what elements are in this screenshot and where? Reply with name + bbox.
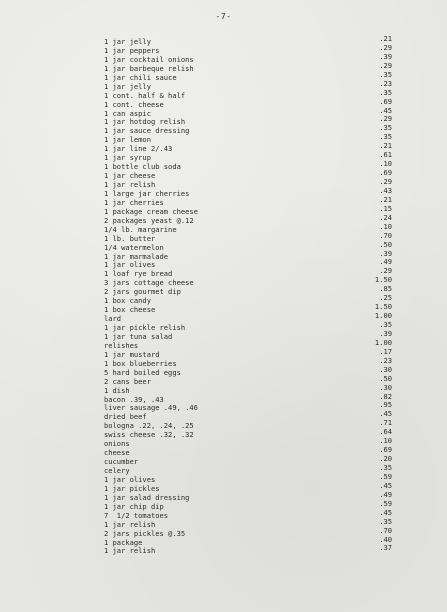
item-description: dried beef <box>104 412 147 422</box>
item-price: .29 <box>379 114 392 124</box>
item-description: 1 jar cherries <box>104 197 164 207</box>
item-description: bacon .39, .43 <box>104 394 164 404</box>
list-item <box>104 391 392 404</box>
item-description: 1 jar mustard <box>104 349 160 359</box>
item-description: 1 jar jelly <box>104 37 151 46</box>
item-price: .35 <box>379 132 392 142</box>
item-price: .39 <box>379 328 392 338</box>
item-description: 1 package cream cheese <box>104 206 198 216</box>
list-item <box>104 185 392 198</box>
item-price: .29 <box>379 60 392 70</box>
list-item <box>104 445 392 458</box>
item-description: 1 jar jelly <box>104 81 151 91</box>
list-item <box>104 87 392 100</box>
list-item <box>104 266 392 279</box>
list-item <box>104 471 392 484</box>
item-price: .40 <box>379 534 392 544</box>
item-price: .61 <box>379 150 392 160</box>
item-description: 1 jar barbeque relish <box>104 63 194 73</box>
item-price: .50 <box>379 373 392 383</box>
item-description: bologna .22, .24, .25 <box>104 421 194 431</box>
item-description: 1 jar hotdog relish <box>104 117 186 127</box>
page-number: -7- <box>215 12 232 21</box>
list-item <box>104 159 392 172</box>
list-item <box>104 96 392 109</box>
item-description: 1 lb. butter <box>104 233 156 243</box>
list-item <box>104 34 392 46</box>
list-item <box>104 409 392 422</box>
item-price: .30 <box>379 382 392 392</box>
item-description: 2 jars gourmet dip <box>104 287 181 297</box>
list-item <box>104 454 392 467</box>
item-price: .45 <box>379 409 392 419</box>
item-price: .85 <box>379 284 392 294</box>
item-description: cheese <box>104 448 130 458</box>
item-price: .64 <box>379 427 392 437</box>
list-item <box>104 203 392 216</box>
item-description: 1/4 watermelon <box>104 242 164 252</box>
item-price: .35 <box>379 123 392 133</box>
item-description: 2 cans beer <box>104 376 151 386</box>
list-item <box>104 463 392 475</box>
list-item <box>104 516 392 529</box>
item-price: .15 <box>379 203 392 213</box>
item-description: 1 box blueberries <box>104 358 177 368</box>
list-item <box>104 177 392 189</box>
item-price: .21 <box>379 34 392 43</box>
list-item <box>104 230 392 243</box>
list-item <box>104 212 392 225</box>
item-price: .37 <box>379 543 392 553</box>
list-item <box>104 480 392 493</box>
item-description: relishes <box>104 340 139 350</box>
list-item <box>104 42 392 55</box>
item-description: 2 packages yeast @.12 <box>104 215 194 225</box>
item-description: onions <box>104 439 130 449</box>
item-description: 1 can aspic <box>104 108 151 118</box>
item-price: .70 <box>379 230 392 240</box>
item-description: 1 cont. cheese <box>104 99 164 109</box>
item-price: .10 <box>379 436 392 446</box>
item-price: .49 <box>379 489 392 499</box>
list-item <box>104 60 392 73</box>
item-description: 2 jars pickles @.35 <box>104 528 186 538</box>
list-item <box>104 364 392 377</box>
list-item <box>104 78 392 91</box>
item-price: .24 <box>379 212 392 222</box>
list-item <box>104 525 392 538</box>
list-item <box>104 257 392 270</box>
item-description: lard <box>104 314 122 324</box>
item-price: .17 <box>379 346 392 356</box>
item-description: 1 jar peppers <box>104 45 160 55</box>
item-price: .45 <box>379 480 392 490</box>
list-item <box>104 141 392 154</box>
list-item <box>104 543 392 556</box>
item-price: .35 <box>379 69 392 79</box>
list-item <box>104 534 392 547</box>
item-price: .21 <box>379 194 392 204</box>
list-item <box>104 436 392 449</box>
list-item <box>104 427 392 440</box>
list-item <box>104 320 392 332</box>
item-description: liver sausage .49, .46 <box>104 403 198 413</box>
item-description: 1 dish <box>104 385 130 395</box>
list-item <box>104 418 392 431</box>
item-price: .59 <box>379 498 392 508</box>
item-description: 1 loaf rye bread <box>104 269 173 279</box>
item-price: 1.00 <box>374 311 392 321</box>
item-description: 1 jar chip dip <box>104 501 164 511</box>
item-description: 1 jar olives <box>104 474 156 484</box>
list-item <box>104 284 392 297</box>
item-price: 1.50 <box>374 302 392 312</box>
item-price: .35 <box>379 516 392 526</box>
list-item <box>104 498 392 511</box>
item-description: cucumber <box>104 457 139 467</box>
item-price: .10 <box>379 159 392 169</box>
item-price: .23 <box>379 355 392 365</box>
item-price: .49 <box>379 257 392 267</box>
item-price: .43 <box>379 185 392 195</box>
list-item <box>104 105 392 118</box>
item-description: 1 jar cheese <box>104 171 156 181</box>
item-description: 1 jar line 2/.43 <box>104 144 173 154</box>
item-price: 1.00 <box>374 337 392 347</box>
item-price: .23 <box>379 78 392 88</box>
item-price: .25 <box>379 293 392 303</box>
item-price: .20 <box>379 454 392 464</box>
list-item <box>104 69 392 82</box>
item-price: .95 <box>379 400 392 410</box>
item-description: 1 box candy <box>104 296 151 306</box>
item-description: 3 jars cottage cheese <box>104 278 194 288</box>
item-description: 1/4 lb. margarine <box>104 224 177 234</box>
list-item <box>104 507 392 520</box>
item-price: .29 <box>379 177 392 186</box>
item-description: 1 box cheese <box>104 305 156 315</box>
item-price: .71 <box>379 418 392 428</box>
item-description: 1 bottle club soda <box>104 162 181 172</box>
list-item <box>104 382 392 395</box>
item-price: .59 <box>379 471 392 481</box>
list-item <box>104 302 392 315</box>
item-description: 1 jar relish <box>104 519 156 529</box>
item-price: .50 <box>379 239 392 249</box>
list-item <box>104 311 392 324</box>
item-description: 1 jar salad dressing <box>104 492 190 502</box>
item-price: 1.50 <box>374 275 392 285</box>
list-item <box>104 346 392 359</box>
list-item <box>104 328 392 341</box>
item-description: 1 jar chili sauce <box>104 72 177 82</box>
list-item <box>104 132 392 145</box>
item-description: 1 jar relish <box>104 546 156 556</box>
list-item <box>104 239 392 252</box>
item-price: .45 <box>379 507 392 517</box>
item-price: .45 <box>379 105 392 115</box>
item-price: .29 <box>379 266 392 276</box>
item-description: 1 jar sauce dressing <box>104 126 190 136</box>
list-item <box>104 400 392 413</box>
item-price: .35 <box>379 320 392 329</box>
item-description: 1 jar cocktail onions <box>104 54 194 64</box>
item-description: 7 1/2 tomatoes <box>104 510 169 520</box>
item-price: .35 <box>379 463 392 472</box>
item-description: celery <box>104 466 130 475</box>
item-price: .82 <box>379 391 392 401</box>
list-item <box>104 123 392 136</box>
list-item <box>104 248 392 261</box>
list-item <box>104 114 392 127</box>
list-item <box>104 221 392 234</box>
item-description: 5 hard boiled eggs <box>104 367 181 377</box>
item-price: .29 <box>379 42 392 52</box>
list-item <box>104 168 392 181</box>
item-price: .69 <box>379 445 392 455</box>
item-description: 1 jar marmalade <box>104 251 169 261</box>
list-item <box>104 293 392 306</box>
item-description: swiss cheese .32, .32 <box>104 430 194 440</box>
list-item <box>104 51 392 64</box>
item-description: 1 jar relish <box>104 180 156 189</box>
item-price: .10 <box>379 221 392 231</box>
list-item <box>104 194 392 207</box>
list-item <box>104 489 392 502</box>
item-description: 1 package <box>104 537 143 547</box>
expense-list <box>104 34 392 556</box>
item-description: 1 jar olives <box>104 260 156 270</box>
list-item <box>104 337 392 350</box>
item-description: 1 jar tuna salad <box>104 331 173 341</box>
item-description: 1 jar syrup <box>104 153 151 163</box>
item-price: .69 <box>379 168 392 178</box>
item-price: .70 <box>379 525 392 535</box>
item-description: 1 cont. half & half <box>104 90 186 100</box>
item-price: .39 <box>379 248 392 258</box>
list-item <box>104 275 392 288</box>
item-description: 1 large jar cherries <box>104 188 190 198</box>
item-price: .35 <box>379 87 392 97</box>
item-description: 1 jar pickles <box>104 483 160 493</box>
item-description: 1 jar pickle relish <box>104 323 186 332</box>
list-item <box>104 373 392 386</box>
list-item <box>104 355 392 368</box>
item-price: .39 <box>379 51 392 61</box>
item-price: .30 <box>379 364 392 374</box>
item-price: .21 <box>379 141 392 151</box>
item-description: 1 jar lemon <box>104 135 151 145</box>
item-price: .69 <box>379 96 392 106</box>
list-item <box>104 150 392 163</box>
